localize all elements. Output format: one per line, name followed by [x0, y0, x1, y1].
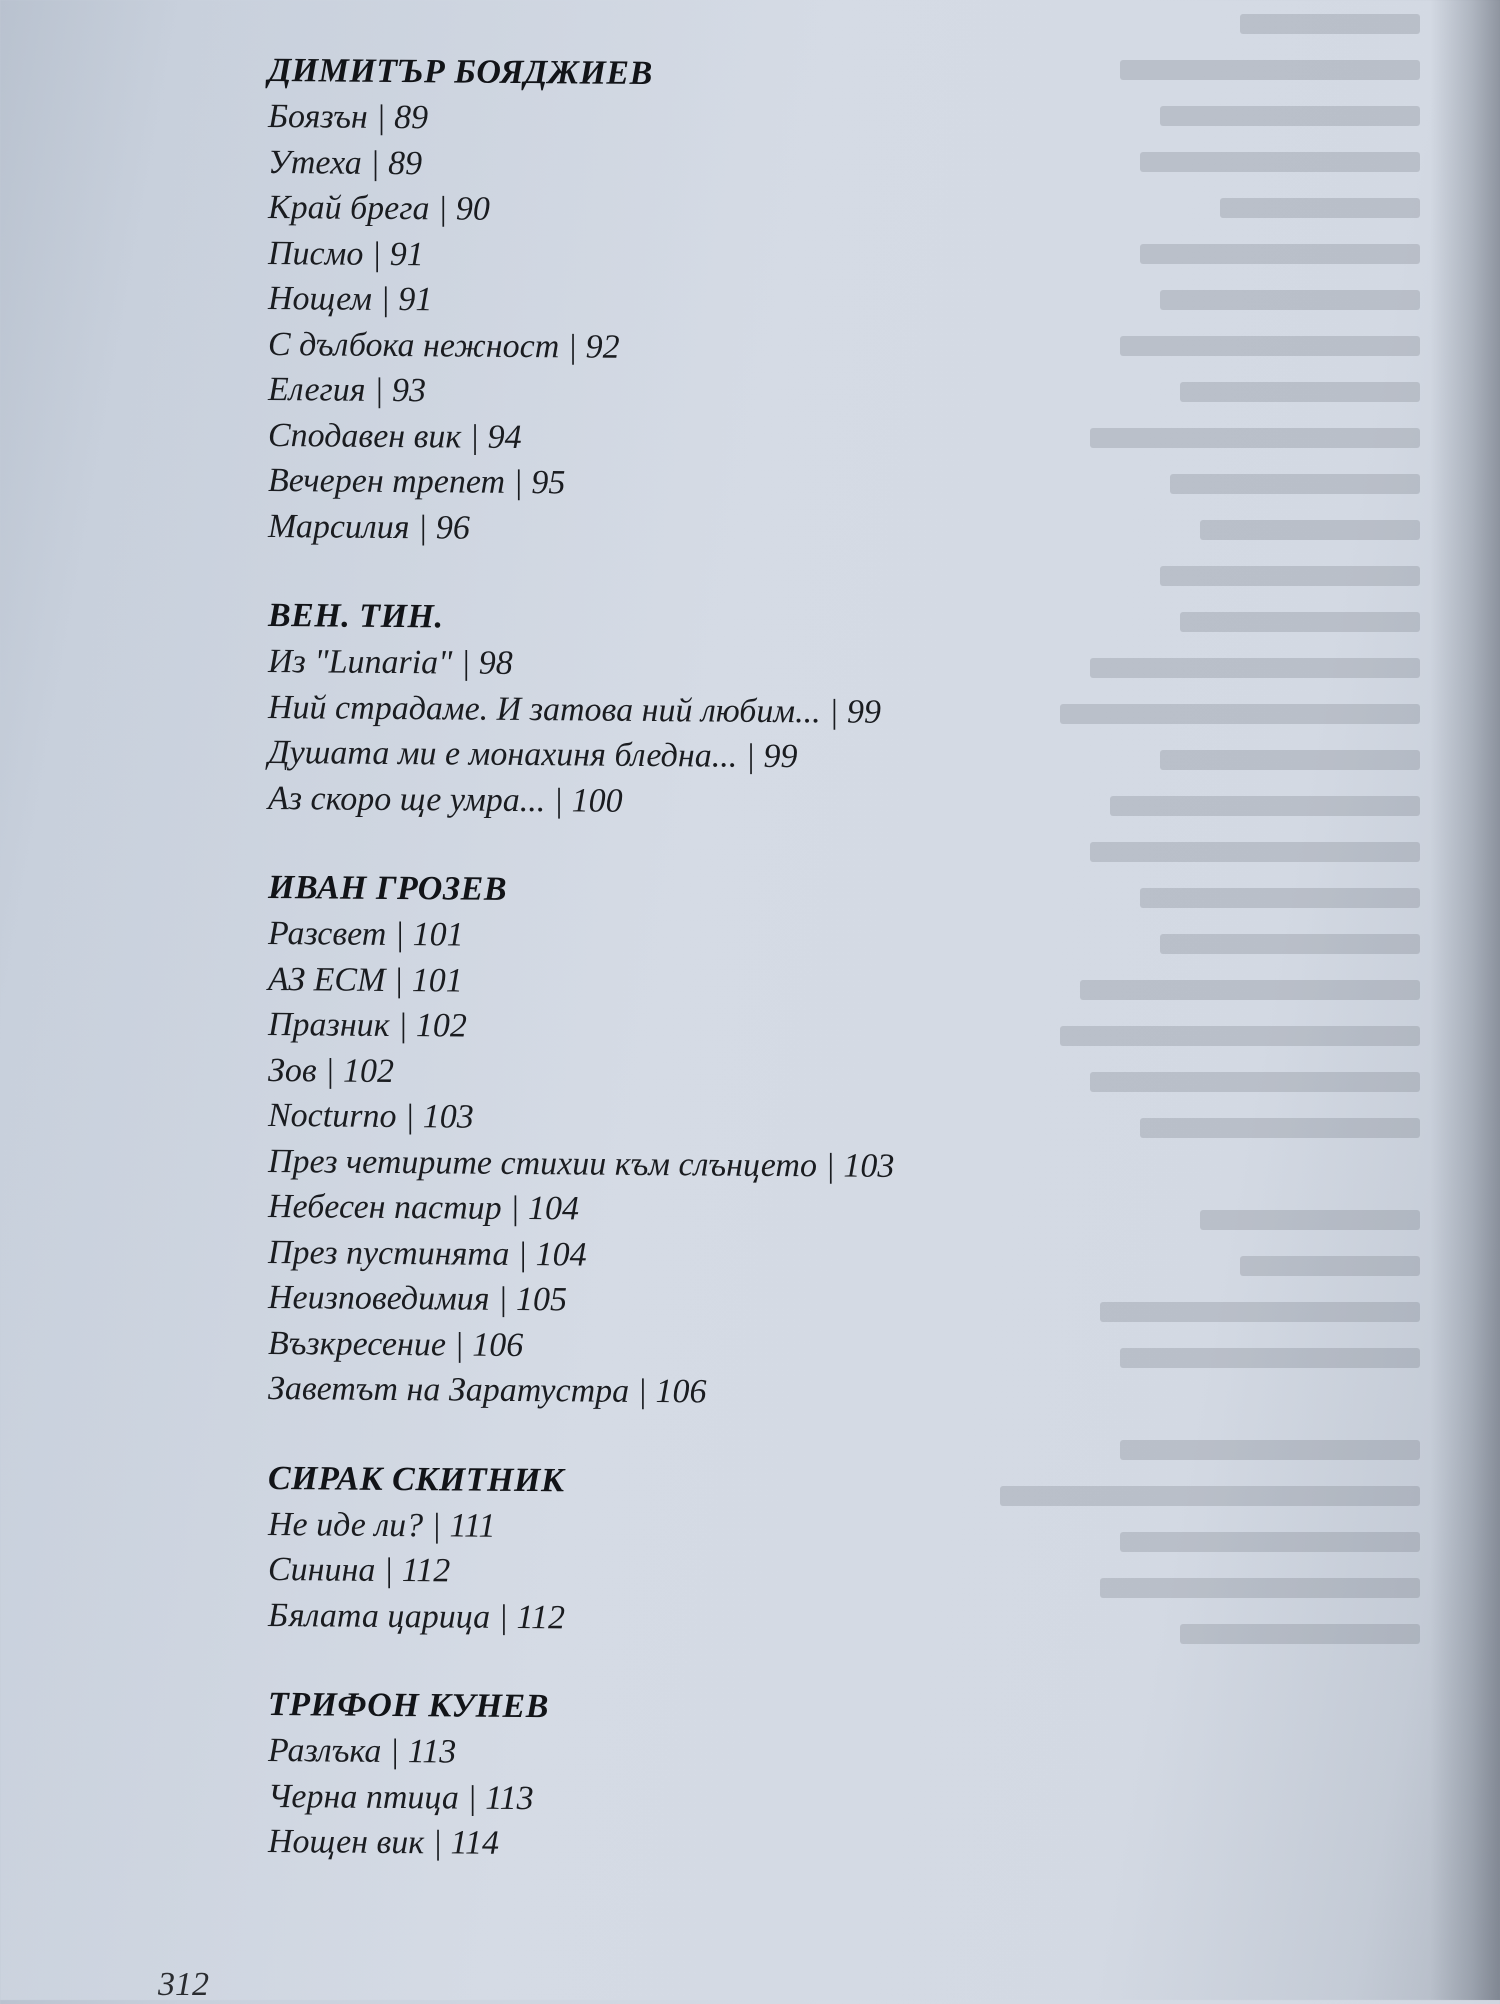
toc-entry: Писмо | 91 [268, 234, 424, 273]
toc-section-ven-tin [268, 593, 1268, 829]
toc-entry: Утеха | 89 [268, 143, 423, 182]
page-number: 312 [158, 1966, 209, 2003]
toc-entry: Из "Lunaria" | 98 [268, 643, 513, 682]
toc-section-kunev [268, 1682, 1268, 1872]
toc-entry: През четирите стихии към слънцето | 103 [268, 1142, 895, 1185]
toc-entry: Зов | 102 [268, 1051, 394, 1090]
toc-entry: Nocturno | 103 [268, 1097, 474, 1136]
toc-section-boyadzhiev [268, 48, 1268, 557]
show-through-bar [1240, 14, 1420, 34]
author-heading: ВЕН. ТИН. [268, 597, 444, 636]
toc-entry: Бялата царица | 112 [268, 1596, 566, 1636]
toc-entry: Небесен пастир | 104 [268, 1188, 580, 1228]
author-heading: СИРАК СКИТНИК [268, 1459, 565, 1499]
toc-entry: Душата ми е монахиня бледна... | 99 [268, 734, 798, 776]
toc-section-skitnik [268, 1456, 1268, 1646]
toc-entry: Синина | 112 [268, 1551, 451, 1590]
toc-entry: Разсвет | 101 [268, 915, 464, 954]
toc-entry: Сподавен вик | 94 [268, 416, 522, 456]
page-edge-shadow [1430, 0, 1500, 2000]
toc-entry: Не иде ли? | 111 [268, 1505, 496, 1545]
toc-entry: Край брега | 90 [268, 189, 490, 228]
toc-entry: Елегия | 93 [268, 371, 426, 410]
toc-section-grozev [268, 865, 1268, 1419]
toc-entry: АЗ ЕСМ | 101 [268, 960, 463, 1000]
toc-entry: С дълбока нежност | 92 [268, 325, 620, 366]
toc-entry: Неизповедимия | 105 [268, 1279, 567, 1319]
toc-entry: Марсилия | 96 [268, 507, 470, 547]
table-of-contents [268, 48, 1268, 1916]
toc-entry: Нощен вик | 114 [268, 1823, 500, 1862]
toc-entry: Празник | 102 [268, 1006, 467, 1045]
toc-entry: Черна птица | 113 [268, 1777, 534, 1817]
toc-entry: Аз скоро ще умра... | 100 [268, 779, 623, 820]
author-heading: ИВАН ГРОЗЕВ [268, 869, 508, 908]
toc-entry: Ний страдаме. И затова ний любим... | 99 [268, 688, 881, 731]
toc-entry: Вечерен трепет | 95 [268, 462, 566, 502]
toc-entry: Разлъка | 113 [268, 1732, 457, 1771]
toc-entry: През пустинята | 104 [268, 1233, 587, 1274]
toc-entry: Боязън | 89 [268, 98, 429, 137]
show-through-line [820, 0, 1420, 46]
toc-entry: Заветът на Заратустра | 106 [268, 1370, 707, 1411]
author-heading: ТРИФОН КУНЕВ [268, 1686, 549, 1726]
toc-entry: Нощем | 91 [268, 280, 433, 319]
author-heading: ДИМИТЪР БОЯДЖИЕВ [268, 52, 653, 93]
toc-entry: Възкресение | 106 [268, 1324, 524, 1364]
